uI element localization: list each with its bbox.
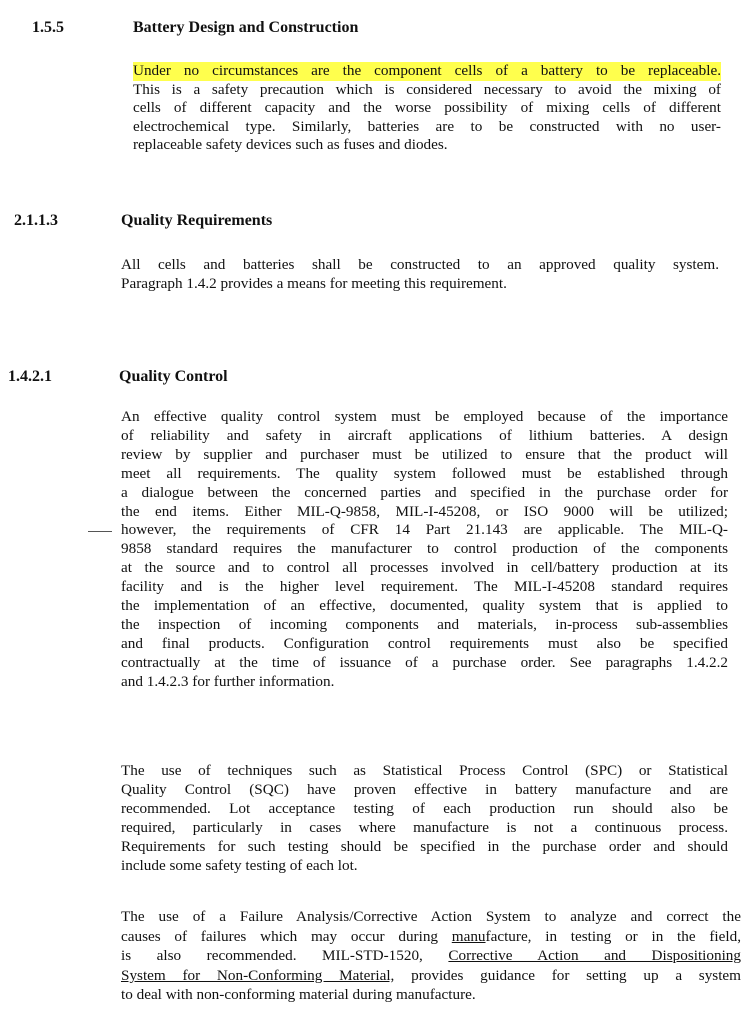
text-fragment: provides guidance for setting up a system xyxy=(394,966,741,984)
text-line xyxy=(121,966,741,986)
text-line: include some safety testing of each lot. xyxy=(121,856,358,874)
text-line: the end items. Either MIL-Q-9858, MIL-I-45208, or ISO 9000 will be utilized; xyxy=(121,502,728,520)
text-line: the inspection of incoming components and materials, in-process sub-assemblies xyxy=(121,615,728,633)
text-line: meet all requirements. The quality system followed must be established through xyxy=(121,464,728,482)
text-line: 9858 standard requires the manufacturer to control production of the components xyxy=(121,540,728,558)
text-line: and 1.4.2.3 for further information. xyxy=(121,672,335,690)
paragraph-battery-design xyxy=(133,62,721,155)
text-line: and final products. Configuration control requirements must also be specified xyxy=(121,634,728,652)
underlined-document-title: Corrective Action and Dispositioning xyxy=(448,947,741,965)
text-line xyxy=(121,946,741,966)
section-heading: Battery Design and Construction xyxy=(133,19,359,36)
text-line: This is a safety precaution which is considered necessary to avoid the mixing of xyxy=(133,80,721,98)
text-line: facility and is the higher level requirement. The MIL-I-45208 standard requires xyxy=(121,578,728,596)
text-line: cells of different capacity and the worse possibility of mixing cells of different xyxy=(133,99,721,117)
text-line: a dialogue between the concerned parties and specified in the purchase order for xyxy=(121,483,728,501)
section-heading: Quality Requirements xyxy=(121,212,273,229)
text-line: to deal with non-conforming material during manufacture. xyxy=(121,986,476,1004)
text-line: Quality Control (SQC) have proven effective in battery manufacture and are xyxy=(121,780,728,798)
text-line: of reliability and safety in aircraft applications of lithium batteries. A design xyxy=(121,426,728,444)
text-line: All cells and batteries shall be constructed to an approved quality system. xyxy=(121,256,719,273)
text-line: the implementation of an effective, documented, quality system that is applied to xyxy=(121,597,728,615)
margin-mark xyxy=(88,531,112,532)
text-line: An effective quality control system must be employed because of the importance xyxy=(121,408,728,425)
section-number: 1.4.2.1 xyxy=(8,368,52,385)
text-line: however, the requirements of CFR 14 Part 21.143 are applicable. The MIL-Q- xyxy=(121,521,728,539)
section-heading: Quality Control xyxy=(119,368,228,385)
highlighted-sentence: Under no circumstances are the component cells of a battery to be replaceable. xyxy=(133,62,721,79)
text-line: Requirements for such testing should be specified in the purchase order and should xyxy=(121,837,728,855)
text-line: at the source and to control all processes involved in cell/battery production at its xyxy=(121,559,728,577)
text-line: The use of a Failure Analysis/Corrective Action System to analyze and correct the xyxy=(121,908,741,925)
paragraph-quality-control xyxy=(121,408,728,692)
text-line: review by supplier and purchaser must be utilized to ensure that the product will xyxy=(121,445,728,463)
text-fragment: facture, in testing or in the field, xyxy=(485,927,741,945)
text-line: contractually at the time of issuance of a purchase order. See paragraphs 1.4.2.2 xyxy=(121,653,728,671)
text-fragment: causes of failures which may occur during xyxy=(121,927,452,945)
section-number: 2.1.1.3 xyxy=(14,212,58,229)
text-line: replaceable safety devices such as fuses and diodes. xyxy=(133,136,448,154)
underlined-text: manu xyxy=(451,927,486,945)
paragraph-quality-requirements xyxy=(121,256,719,293)
text-line: electrochemical type. Similarly, batteries are to be constructed with no user- xyxy=(133,117,721,135)
text-line: required, particularly in cases where manufacture is not a continuous process. xyxy=(121,818,728,836)
text-line: The use of techniques such as Statistical Process Control (SPC) or Statistical xyxy=(121,762,728,779)
text-line: Paragraph 1.4.2 provides a means for meeting this requirement. xyxy=(121,274,507,292)
underlined-document-title: System for Non-Conforming Material, xyxy=(121,966,395,984)
text-line: recommended. Lot acceptance testing of each production run should also be xyxy=(121,799,728,817)
paragraph-spc-sqc xyxy=(121,762,728,875)
text-fragment: is also recommended. MIL-STD-1520, xyxy=(121,947,449,965)
text-line xyxy=(121,927,741,947)
section-number: 1.5.5 xyxy=(32,19,64,36)
paragraph-failure-analysis xyxy=(121,907,741,1005)
